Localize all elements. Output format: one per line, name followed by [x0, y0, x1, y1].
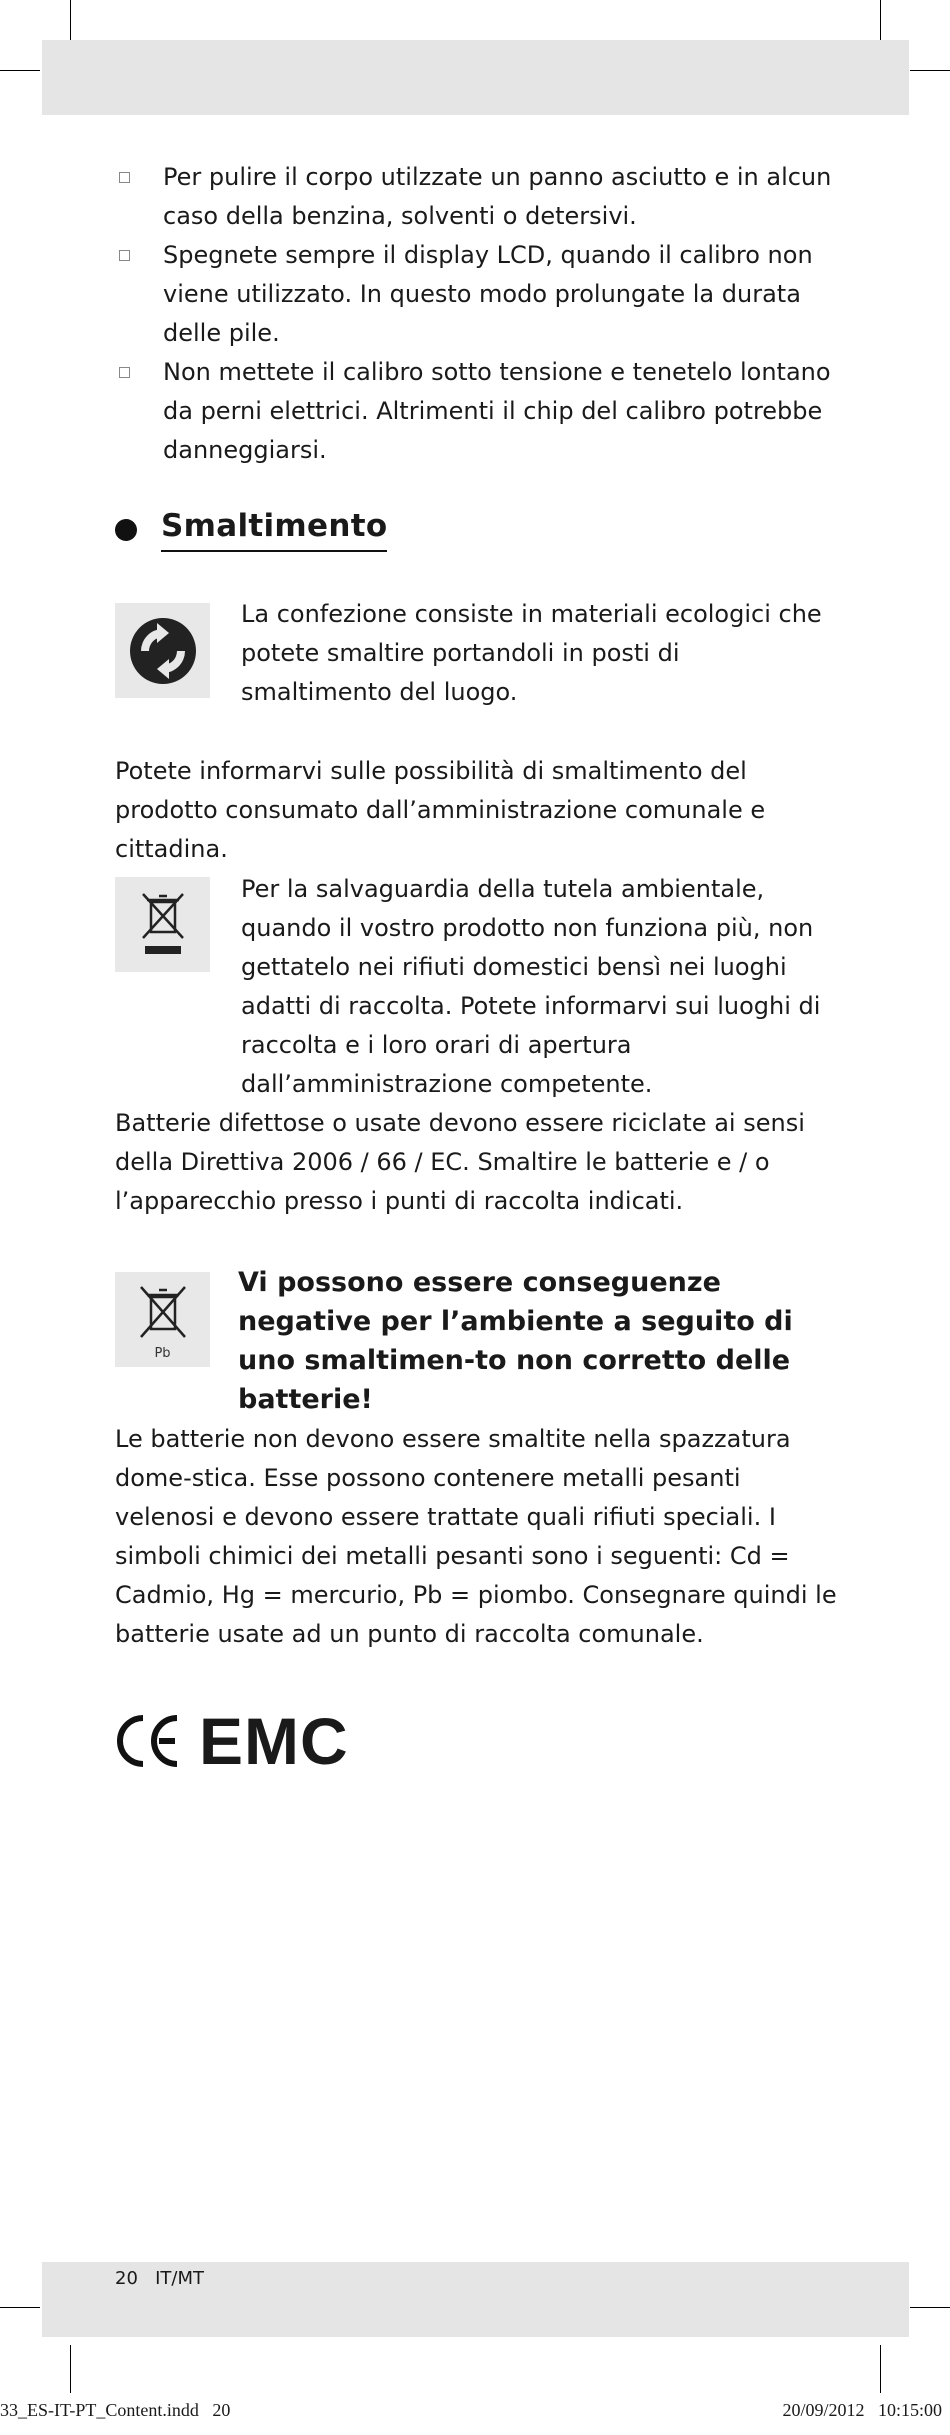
crop-mark: [0, 2307, 40, 2308]
ce-emc-mark: [115, 1704, 349, 1778]
green-dot-recycle-icon: [115, 603, 210, 698]
emc-label: EMC: [199, 1704, 349, 1778]
pb-label: Pb: [154, 1346, 171, 1361]
checkbox-bullet-icon: [119, 172, 130, 183]
section-heading: [115, 508, 387, 552]
list-item: [115, 158, 835, 236]
crop-mark: [880, 2345, 881, 2393]
disposal-info-text: Potete informarvi sulle possibilità di smaltimento del prodotto consumato dall’amministrazione comunale e cittadina.: [115, 757, 766, 863]
section-title: Smaltimento: [161, 508, 387, 552]
page-number: 20: [115, 2268, 138, 2289]
bullet-text: Spegnete sempre il display LCD, quando il calibro non viene utilizzato. In questo modo prolungate la durata delle pile.: [163, 241, 813, 347]
slug-date: 20/09/2012 10:15:00: [782, 2400, 942, 2420]
page-footer: [115, 2264, 204, 2294]
crop-mark: [910, 70, 950, 71]
crop-mark: [70, 2345, 71, 2393]
checkbox-bullet-icon: [119, 250, 130, 261]
crop-mark: [0, 70, 40, 71]
bullet-dot-icon: [115, 519, 137, 541]
checkbox-bullet-icon: [119, 367, 130, 378]
weee-text: Per la salvaguardia della tutela ambientale, quando il vostro prodotto non funziona più, non gettatelo nei rifiuti domestici bensì nei luoghi adatti di raccolta. Potete informarvi sui luoghi di raccolta e i loro orari di apertura dall’amministrazione competente.: [241, 875, 821, 1098]
list-item: [115, 353, 835, 470]
crop-mark: [910, 2307, 950, 2308]
warning-text: Vi possono essere conseguenze negative per l’ambiente a seguito di uno smaltimen-to non corretto delle batterie!: [238, 1267, 793, 1415]
packaging-text: La confezione consiste in materiali ecologici che potete smaltire portandoli in posti di smaltimento del luogo.: [241, 600, 822, 706]
battery-directive-text: Batterie difettose o usate devono essere riciclate ai sensi della Direttiva 2006 / 66 / EC. Smaltire le batterie e / o l’apparecchio presso i punti di raccolta indicati.: [115, 1109, 805, 1215]
page-language: IT/MT: [155, 2268, 204, 2289]
slug-file: 33_ES-IT-PT_Content.indd 20: [0, 2400, 231, 2420]
ce-mark-icon: [115, 1712, 181, 1770]
bullet-text: Non mettete il calibro sotto tensione e tenetelo lontano da perni elettrici. Altrimenti il chip del calibro potrebbe danneggiarsi.: [163, 358, 831, 464]
battery-info-text: Le batterie non devono essere smaltite nella spazzatura dome-stica. Esse possono contenere metalli pesanti velenosi e devono essere trattate quali rifiuti speciali. I simboli chimici dei metalli pesanti sono i seguenti: Cd = Cadmio, Hg = mercurio, Pb = piombo. Consegnare quindi le batterie usate ad un punto di raccolta comunale.: [115, 1425, 837, 1648]
care-bullet-list: [115, 158, 835, 470]
crossed-bin-icon: [115, 877, 210, 972]
header-band: [42, 40, 909, 115]
list-item: [115, 236, 835, 353]
bullet-text: Per pulire il corpo utilzzate un panno asciutto e in alcun caso della benzina, solventi o detersivi.: [163, 163, 832, 230]
crossed-bin-pb-icon: [115, 1272, 210, 1367]
